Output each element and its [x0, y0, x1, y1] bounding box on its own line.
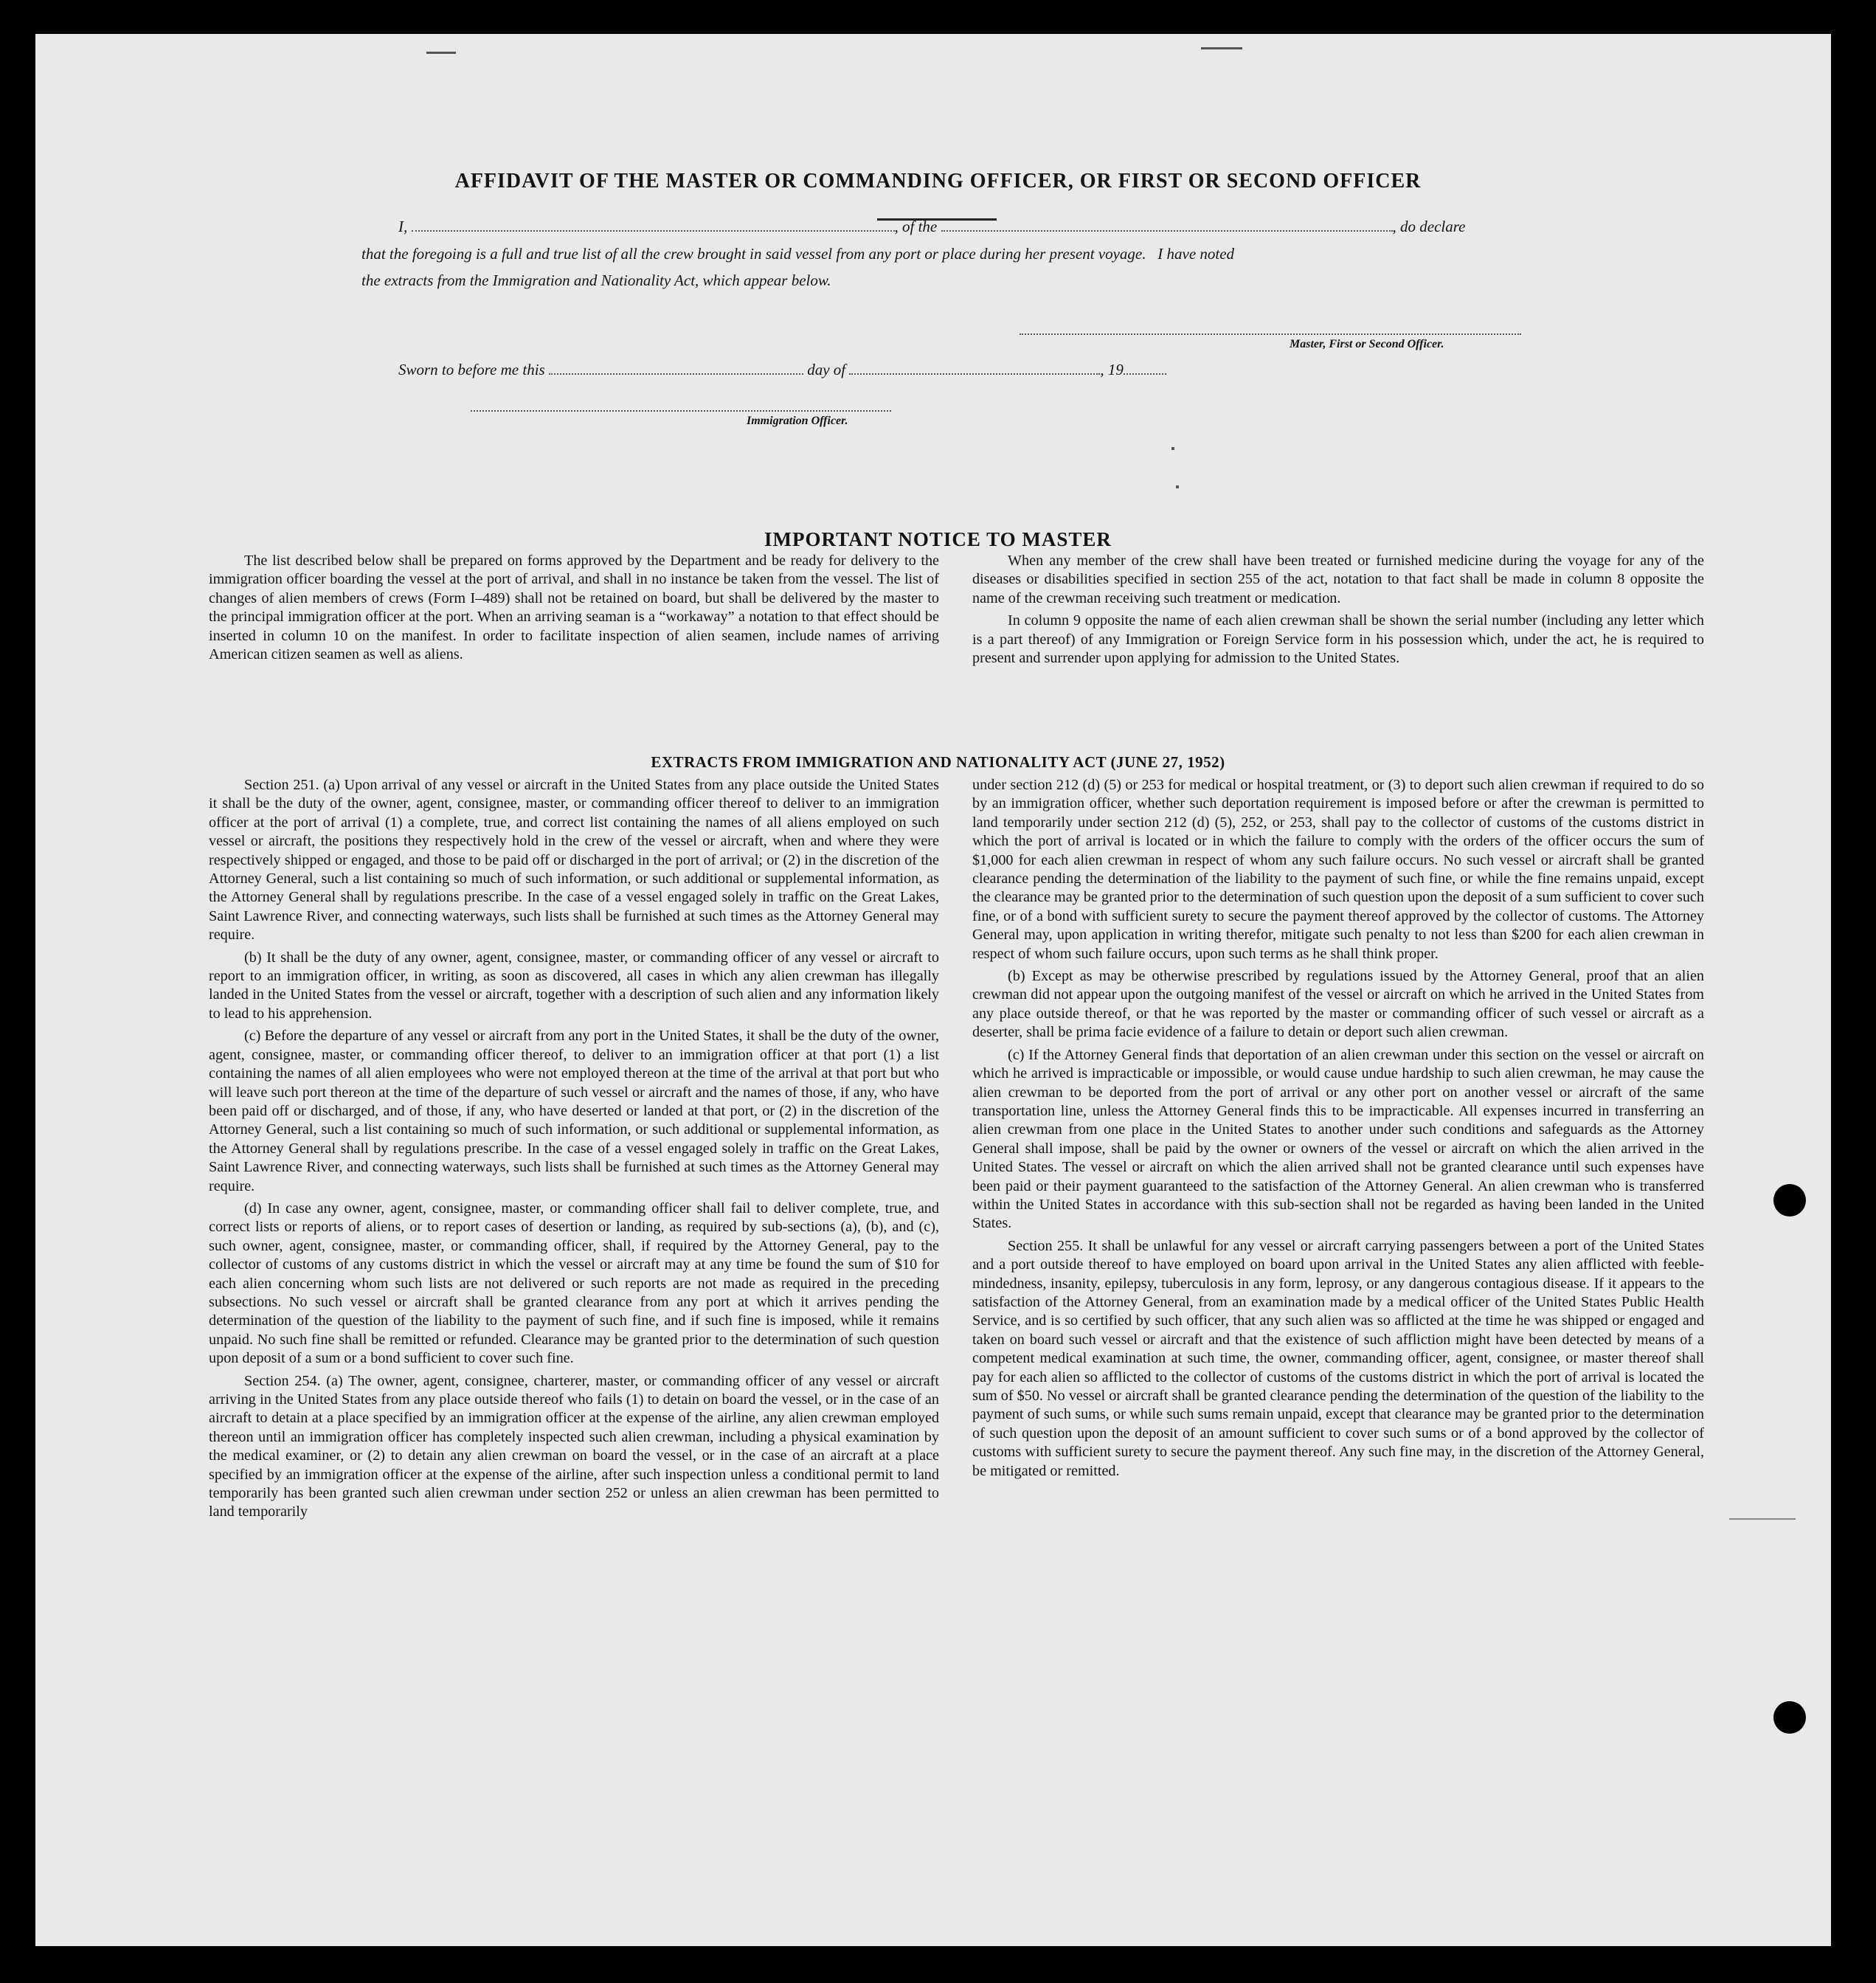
declaration-line-2: that the foregoing is a full and true list of all the crew brought in said vessel from any port or place during her present voyage. I have noted — [361, 245, 1235, 263]
sworn-label: Sworn to before me this — [398, 361, 545, 378]
extracts-title: EXTRACTS FROM IMMIGRATION AND NATIONALITY ACT (JUNE 27, 1952) — [651, 753, 1225, 771]
extract-paragraph: Section 255. It shall be unlawful for any vessel or aircraft carrying passengers between a port of the United States and a port outside thereof to have employed on board upon arrival in the United States any alien afflicted with feeble-mindedness, insanity, epilepsy, tuberculosis in any form, leprosy, or any dangerous contagious disease. If it appears to the satisfaction of the Attorney General, from an examination made by a medical officer of the United States Public Health Service, and is so certified by such officer, that any such alien was so afflicted at the time he was shipped or engaged and taken on board such vessel or aircraft and that the existence of such affliction might have been detected by means of a competent medical examination at such time, the owner, commanding officer, agent, consignee, or master thereof shall pay for each alien so afflicted to the collector of customs of the customs district in which the port of arrival is located the sum of $50. No vessel or aircraft shall be granted clearance pending the determination of the question of the liability to the payment of such sums, or while such sums remain unpaid, except that clearance may be granted prior to the determination of such question upon the deposit of an amount sufficient to cover such sums or of a bond approved by the collector of customs with sufficient surety to secure the payment thereof. Any such fine may, in the discretion of the Attorney General, be mitigated or remitted. — [972, 1237, 1704, 1479]
punch-hole — [1773, 1184, 1806, 1217]
notice-right-column — [972, 552, 1704, 671]
extracts-left-column — [209, 776, 939, 1526]
notice-left-column — [209, 552, 939, 668]
master-caption: Master, First or Second Officer. — [1290, 338, 1444, 350]
scan-mark — [1201, 47, 1242, 49]
sworn-line — [398, 359, 1321, 379]
punch-hole — [1773, 1701, 1806, 1734]
of-the-label: , of the — [894, 218, 938, 235]
notice-paragraph: In column 9 opposite the name of each alien crewman shall be shown the serial number (including any letter which is a part thereof) of any Immigration or Foreign Service form in his possession which, under the act, he is required to present and surrender upon applying for admission to the United States. — [972, 612, 1704, 667]
extract-paragraph: (b) Except as may be otherwise prescribed by regulations issued by the Attorney General, proof that an alien crewman did not appear upon the outgoing manifest of the vessel or aircraft on which he arrived in the United States from any place outside thereof, or that he was reported by the master or commanding officer of such vessel or aircraft as a deserter, shall be prima facie evidence of a failure to detain or deport such alien crewman. — [972, 968, 1704, 1041]
extract-paragraph: (c) If the Attorney General finds that deportation of an alien crewman under this section on the vessel or aircraft on which he arrived is impracticable or impossible, or would cause undue hardship to such alien crewman, he may cause the alien crewman to be deported from the port of arrival or any other port on another vessel or aircraft of the same transportation line, unless the Attorney General finds this to be impracticable. All expenses incurred in transferring an alien crewman from one place in the United States to another under such conditions and safeguards as the Attorney General shall impose, shall be paid by the owner or owners of the vessel or aircraft on which the alien arrived in the United States. The vessel or aircraft on which the alien arrived shall not be granted clearance until such expenses have been paid or their payment guaranteed to the satisfaction of the Attorney General. An alien crewman who is transferred within the United States in accordance with this sub-section shall not be regarded as having been landed in the United States. — [972, 1046, 1704, 1232]
sworn-month-field[interactable] — [849, 359, 1100, 375]
sworn-year-field[interactable] — [1124, 359, 1166, 375]
declarant-name-field[interactable] — [412, 215, 895, 232]
extract-paragraph: (d) In case any owner, agent, consignee, master, or commanding officer shall fail to deliver complete, true, and correct lists or reports of aliens, or to report cases of desertion or landing, as required by sub-sections (a), (b), and (c), such owner, agent, consignee, master, or commanding officer, shall, if required by the Attorney General, pay to the collector of customs of any customs district in which the vessel or aircraft may at any time be found the sum of $10 for each alien concerning whom such lists are not delivered or such reports are not made as required in the preceding subsections. No such vessel or aircraft shall be granted clearance from any port at which it arrives pending the determination of the question of the liability to the payment of such fine, and if such fine is imposed, while it remains unpaid. No such fine shall be remitted or refunded. Clearance may be granted prior to the determination of such question upon deposit of a sum or a bond sufficient to cover such fine. — [209, 1200, 939, 1367]
sworn-day-field[interactable] — [549, 359, 803, 375]
immigration-officer-caption: Immigration Officer. — [747, 415, 848, 427]
do-declare-label: , do declare — [1392, 218, 1466, 235]
scan-mark — [1171, 447, 1174, 450]
notice-paragraph: When any member of the crew shall have been treated or furnished medicine during the voyage for any of the diseases or disabilities specified in section 255 of the act, notation to that fact shall be made in column 8 opposite the name of the crewman receiving such treatment or medication. — [972, 553, 1704, 606]
extract-paragraph: Section 254. (a) The owner, agent, consignee, charterer, master, or commanding officer of any vessel or aircraft arriving in the United States from any place outside thereof who fails (1) to detain on board the vessel, or in the case of an aircraft to detain at a place specified by an immigration officer at the expense of the airline, any alien crewman employed thereon until an immigration officer has completely inspected such alien crewman, including a physical examination by the medical examiner, or (2) to detain any alien crewman on board the vessel, or in the case of an aircraft at a place specified by an immigration officer at the expense of the airline, after such inspection unless a conditional permit to land temporarily has been granted such alien crewman under section 252 or unless an alien crewman has been permitted to land temporarily — [209, 1372, 939, 1520]
extracts-right-column — [972, 776, 1704, 1484]
scan-mark — [426, 52, 456, 54]
form-page — [35, 34, 1831, 1946]
extract-paragraph: (b) It shall be the duty of any owner, agent, consignee, master, or commanding officer of any vessel or aircraft to report to an immigration officer, in writing, as soon as discovered, all cases in which any alien crewman has illegally landed in the United States from the vessel or aircraft, together with a description of such alien and any information likely to lead to his apprehension. — [209, 949, 939, 1022]
notice-paragraph: The list described below shall be prepared on forms approved by the Department and be ready for delivery to the immigration officer boarding the vessel at the port of arrival, and shall in no instance be taken from the vessel. The list of changes of alien members of crews (Form I–489) shall not be retained on board, but shall be delivered by the master to the principal immigration officer at the port. When an arriving seaman is a “workaway” a notation to that effect should be inserted in column 10 on the manifest. In order to facilitate inspection of alien seamen, include names of arriving American citizen seamen as well as aliens. — [209, 553, 939, 663]
declaration-line-1 — [398, 215, 1557, 236]
scan-mark — [1176, 485, 1179, 488]
vessel-name-field[interactable] — [941, 215, 1393, 232]
scan-mark — [1729, 1518, 1796, 1520]
notice-title: IMPORTANT NOTICE TO MASTER — [764, 528, 1112, 550]
extract-paragraph: Section 251. (a) Upon arrival of any vessel or aircraft in the United States from any place outside the United States it shall be the duty of the owner, agent, consignee, master, or commanding officer thereof to deliver to an immigration officer at the port of arrival (1) a complete, true, and correct list containing the names of all aliens employed on such vessel or aircraft, the positions they respectively hold in the crew of the vessel or aircraft, when and where they were respectively shipped or engaged, and those to be paid off or discharged in the port of arrival; or (2) in the discretion of the Attorney General, such a list containing so much of such information, or such additional or supplemental information, as the Attorney General shall by regulations prescribe. In the case of a vessel engaged solely in traffic on the Great Lakes, Saint Lawrence River, and connecting waterways, such lists shall be furnished at such times as the Attorney General may require. — [209, 777, 939, 944]
master-signature-line[interactable] — [1020, 333, 1521, 335]
extract-paragraph: under section 212 (d) (5) or 253 for medical or hospital treatment, or (3) to deport such alien crewman if required to do so by an immigration officer, whether such deportation requirement is imposed before or after the crewman is permitted to land temporarily under section 212 (d) (5), 252, or 253, shall pay to the collector of customs of the customs district in which the port of arrival is located or in which the failure to comply with the orders of the officer occurs the sum of $1,000 for each alien crewman in respect of whom any such failure occurs. No such vessel or aircraft shall be granted clearance pending the determination of the liability to the payment of such fine, or while the fine remains unpaid, except the clearance may be granted prior to the determination of such question upon the deposit of a sum sufficient to cover such fine, or of a bond with sufficient surety to secure the payment thereof approved by the collector of customs. The Attorney General may, upon application in writing therefor, mitigate such penalty to not less than $200 for each alien crewman in respect of whom such failure occurs, upon such terms as he shall think proper. — [972, 777, 1704, 962]
year-label: , 19 — [1100, 361, 1124, 378]
extract-paragraph: (c) Before the departure of any vessel or aircraft from any port in the United States, it shall be the duty of the owner, agent, consignee, master, or commanding officer thereof, to deliver to an immigration officer at that port (1) a list containing the names of all alien employees who were not employed thereon at the time of the arrival at that port but who will leave such port thereon at the time of the departure of such vessel or aircraft and the names of those, if any, who have been paid off or discharged, and of those, if any, who have deserted or landed at that port, or (2) in the discretion of the Attorney General, such a list containing so much of such information, or such additional or supplemental information, as the Attorney General shall by regulations prescribe. In the case of a vessel engaged solely in traffic on the Great Lakes, Saint Lawrence River, and connecting waterways, such lists shall be furnished at such times as the Attorney General may require. — [209, 1028, 939, 1194]
immigration-officer-signature-line[interactable] — [471, 410, 891, 412]
affidavit-title: AFFIDAVIT OF THE MASTER OR COMMANDING OFFICER, OR FIRST OR SECOND OFFICER — [454, 170, 1422, 193]
declarant-label: I, — [398, 218, 408, 235]
day-of-label: day of — [807, 361, 846, 378]
declaration-line-3: the extracts from the Immigration and Nationality Act, which appear below. — [361, 271, 831, 289]
